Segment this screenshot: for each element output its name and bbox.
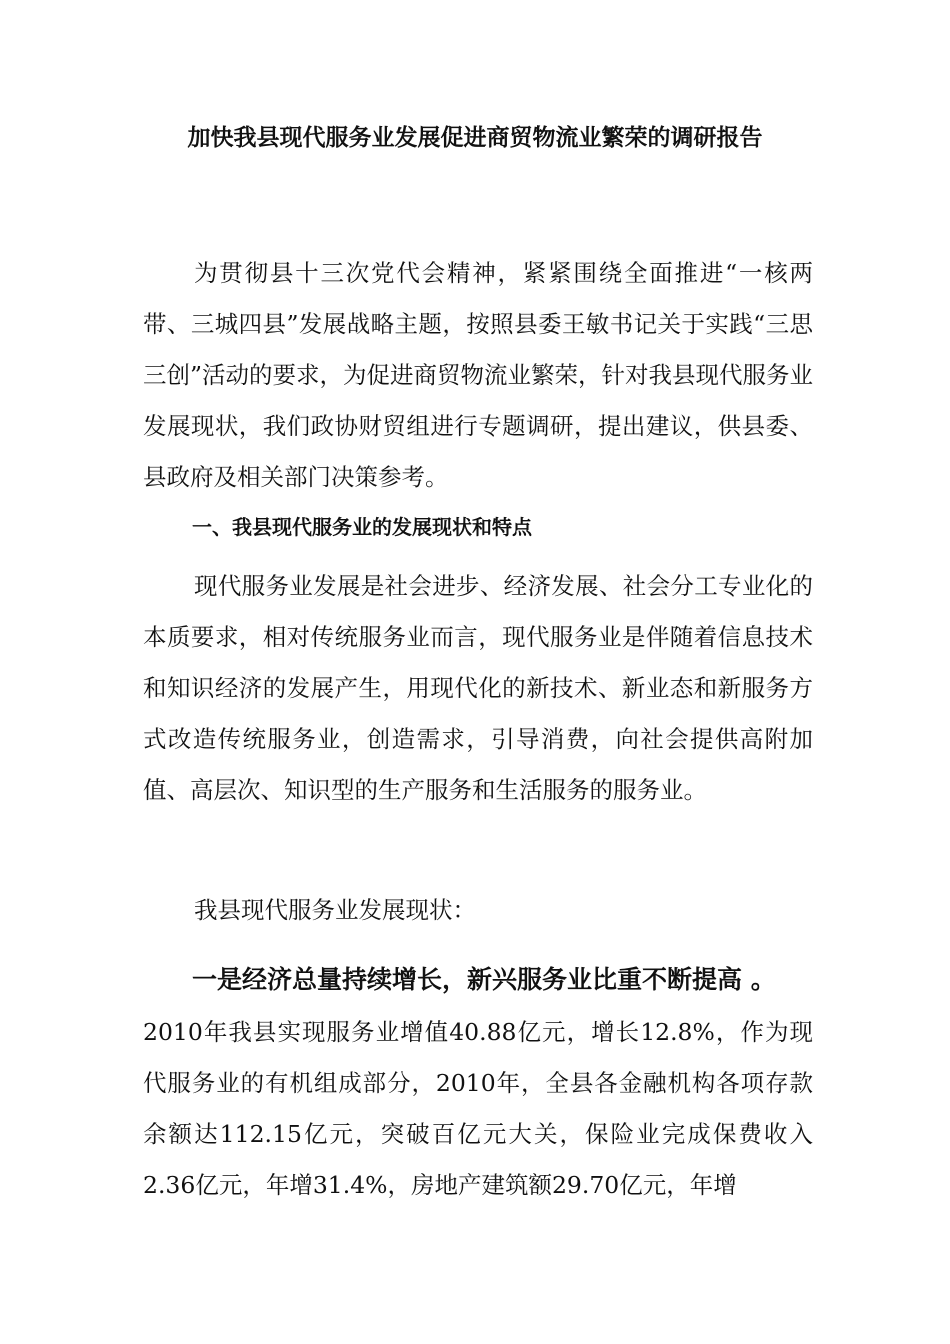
section-paragraph: 现代服务业发展是社会进步、经济发展、社会分工专业化的本质要求，相对传统服务业而言，现代服务业是伴随着信息技术和知识经济的发展产生，用现代化的新技术、新业态和新服务方式改造传统服务业，创造需求，引导消费，向社会提供高附加值、高层次、知识型的生产服务和生活服务的服务业。	[143, 572, 813, 804]
status-intro: 我县现代服务业发展现状：	[194, 896, 476, 924]
section-heading: 一、我县现代服务业的发展现状和特点	[192, 515, 532, 539]
intro-paragraph: 为贯彻县十三次党代会精神，紧紧围绕全面推进“一核两带、三城四县”发展战略主题，按照县委王敏书记关于实践“三思三创”活动的要求，为促进商贸物流业繁荣，针对我县现代服务业发展现状，我们政协财贸组进行专题调研，提出建议，供县委、县政府及相关部门决策参考。	[143, 259, 814, 491]
document-title: 加快我县现代服务业发展促进商贸物流业繁荣的调研报告	[187, 125, 763, 151]
point-one-lead: 一是经济总量持续增长，新兴服务业比重不断提高 。	[192, 965, 776, 994]
point-one-body: 2010年我县实现服务业增值40.88亿元，增长12.8%，作为现代服务业的有机组成部分，2010年，全县各金融机构各项存款余额达112.15亿元，突破百亿元大关，保险业完成保费收入2.36亿元，年增31.4%，房地产建筑额29.70亿元，年增	[143, 1018, 813, 1199]
